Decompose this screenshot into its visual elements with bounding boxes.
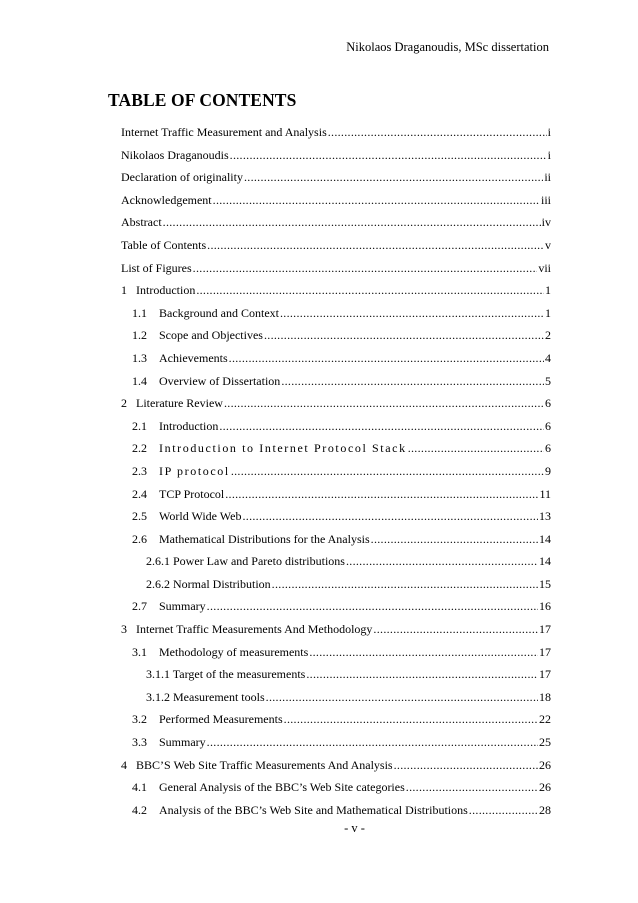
toc-entry-page: 25: [539, 735, 551, 750]
toc-entry[interactable]: [121, 238, 551, 261]
toc-entry-number: 3.1: [132, 644, 147, 659]
toc-entry[interactable]: [121, 758, 551, 781]
toc-entry[interactable]: [121, 396, 551, 419]
toc-entry-page: 6: [545, 396, 551, 411]
toc-entry[interactable]: [121, 193, 551, 216]
dot-leader: [163, 215, 541, 230]
toc-entry-title: Introduction to Internet Protocol Stack: [159, 441, 407, 456]
toc-entry-title: 2.6.2 Normal Distribution: [146, 576, 271, 591]
toc-entry-title: Mathematical Distributions for the Analysis: [159, 531, 370, 546]
dot-leader: [213, 193, 540, 208]
toc-entry-number: 2.5: [132, 509, 147, 524]
toc-entry-page: 11: [539, 486, 551, 501]
toc-entry-page: 9: [545, 463, 551, 478]
toc-entry[interactable]: [121, 667, 551, 690]
toc-entry-number: 2.4: [132, 486, 147, 501]
toc-entry-title: Performed Measurements: [159, 712, 283, 727]
toc-entry-title: IP protocol: [159, 463, 230, 478]
toc-entry[interactable]: [121, 487, 551, 510]
toc-entry-number: 2: [121, 396, 127, 411]
toc-entry-number: 1.2: [132, 328, 147, 343]
dot-leader: [394, 758, 538, 773]
toc-entry-number: 2.6: [132, 531, 147, 546]
dot-leader: [219, 419, 544, 434]
toc-entry-title: Declaration of originality: [121, 170, 243, 185]
toc-entry[interactable]: [121, 622, 551, 645]
dot-leader: [231, 464, 544, 479]
toc-entry[interactable]: [121, 532, 551, 555]
toc-entry-number: 2.1: [132, 418, 147, 433]
toc-entry-page: 6: [545, 441, 551, 456]
toc-entry-page: 17: [539, 644, 551, 659]
toc-entry-title: Abstract: [121, 215, 162, 230]
toc-entry-title: Methodology of measurements: [159, 644, 309, 659]
toc-entry-title: Table of Contents: [121, 237, 207, 252]
dot-leader: [225, 487, 538, 502]
toc-entry-title: Scope and Objectives: [159, 328, 263, 343]
toc-entry-page: 14: [539, 554, 551, 569]
table-of-contents: [121, 125, 551, 825]
toc-entry-title: World Wide Web: [159, 509, 242, 524]
dot-leader: [408, 441, 544, 456]
dot-leader: [207, 599, 538, 614]
toc-entry[interactable]: [121, 170, 551, 193]
toc-entry-number: 2.3: [132, 463, 147, 478]
dot-leader: [229, 351, 544, 366]
dot-leader: [328, 125, 547, 140]
toc-entry-title: Introduction: [136, 283, 196, 298]
toc-entry-title: Summary: [159, 599, 206, 614]
toc-entry-title: 3.1.1 Target of the measurements: [146, 667, 306, 682]
toc-entry-page: iv: [541, 215, 551, 230]
toc-entry[interactable]: [121, 148, 551, 171]
dot-leader: [280, 306, 544, 321]
toc-entry-title: BBC’S Web Site Traffic Measurements And Analysis: [136, 757, 393, 772]
dot-leader: [224, 396, 544, 411]
toc-entry-number: 1: [121, 283, 127, 298]
toc-entry-title: 2.6.1 Power Law and Pareto distributions: [146, 554, 345, 569]
toc-entry[interactable]: [121, 690, 551, 713]
toc-entry[interactable]: [121, 441, 551, 464]
page-number: - v -: [344, 821, 365, 835]
dot-leader: [309, 645, 538, 660]
toc-entry-page: 15: [539, 576, 551, 591]
dot-leader: [207, 238, 544, 253]
toc-entry[interactable]: [121, 351, 551, 374]
toc-entry-page: 18: [539, 689, 551, 704]
dot-leader: [266, 690, 538, 705]
toc-entry-page: 17: [539, 667, 551, 682]
toc-entry[interactable]: [121, 577, 551, 600]
toc-entry-title: Literature Review: [136, 396, 223, 411]
toc-entry-number: 2.7: [132, 599, 147, 614]
toc-entry[interactable]: [121, 374, 551, 397]
toc-entry-page: 1: [545, 305, 551, 320]
toc-entry[interactable]: [121, 645, 551, 668]
toc-entry-page: 26: [539, 780, 551, 795]
dot-leader: [373, 622, 538, 637]
dot-leader: [406, 780, 538, 795]
toc-entry-page: 26: [539, 757, 551, 772]
toc-entry-title: Introduction: [159, 418, 219, 433]
dot-leader: [284, 712, 538, 727]
toc-entry-page: 16: [539, 599, 551, 614]
toc-entry-page: 6: [545, 418, 551, 433]
toc-entry[interactable]: [121, 599, 551, 622]
toc-entry-number: 4: [121, 757, 127, 772]
toc-entry-page: 4: [545, 350, 551, 365]
toc-entry[interactable]: [121, 328, 551, 351]
dot-leader: [281, 374, 544, 389]
dot-leader: [196, 283, 544, 298]
page-title: TABLE OF CONTENTS: [108, 90, 297, 110]
toc-entry-number: 2.2: [132, 441, 147, 456]
dot-leader: [244, 170, 543, 185]
toc-entry-page: 5: [545, 373, 551, 388]
toc-entry-number: 4.1: [132, 780, 147, 795]
toc-entry-title: Internet Traffic Measurement and Analysis: [121, 125, 327, 139]
toc-entry-page: v: [545, 237, 551, 252]
toc-entry-title: List of Figures: [121, 260, 192, 275]
toc-entry-title: Analysis of the BBC’s Web Site and Mathematical Distributions: [159, 802, 468, 817]
toc-entry[interactable]: [121, 215, 551, 238]
toc-entry-number: 3.2: [132, 712, 147, 727]
dot-leader: [264, 328, 544, 343]
toc-entry-page: 28: [539, 802, 551, 817]
dot-leader: [242, 509, 538, 524]
toc-entry-page: 14: [539, 531, 551, 546]
toc-entry[interactable]: [121, 419, 551, 442]
toc-entry-page: i: [547, 125, 551, 139]
dot-leader: [193, 261, 538, 276]
toc-entry-number: 1.3: [132, 350, 147, 365]
toc-entry[interactable]: [121, 464, 551, 487]
toc-entry-title: TCP Protocol: [159, 486, 225, 501]
toc-entry-page: vii: [538, 260, 551, 275]
toc-entry-page: ii: [544, 170, 551, 185]
dot-leader: [230, 148, 547, 163]
toc-entry-page: 22: [539, 712, 551, 727]
toc-entry[interactable]: [121, 125, 551, 148]
dot-leader: [346, 554, 538, 569]
toc-entry-page: 17: [539, 622, 551, 637]
toc-entry-title: Summary: [159, 735, 206, 750]
toc-entry-title: General Analysis of the BBC’s Web Site categories: [159, 780, 405, 795]
toc-entry[interactable]: [121, 554, 551, 577]
toc-entry-page: 2: [545, 328, 551, 343]
dot-leader: [306, 667, 538, 682]
toc-entry[interactable]: [121, 712, 551, 735]
toc-entry[interactable]: [121, 780, 551, 803]
toc-entry[interactable]: [121, 283, 551, 306]
toc-entry-title: 3.1.2 Measurement tools: [146, 689, 265, 704]
dot-leader: [207, 735, 538, 750]
toc-entry-number: 3.3: [132, 735, 147, 750]
toc-entry-page: iii: [540, 192, 551, 207]
toc-entry-title: Nikolaos Draganoudis: [121, 147, 229, 162]
toc-entry-title: Overview of Dissertation: [159, 373, 281, 388]
toc-entry-title: Acknowledgement: [121, 192, 212, 207]
toc-entry-page: i: [547, 147, 551, 162]
toc-entry-number: 1.1: [132, 305, 147, 320]
dot-leader: [371, 532, 538, 547]
toc-entry-number: 1.4: [132, 373, 147, 388]
toc-entry-page: 1: [545, 283, 551, 298]
toc-entry[interactable]: [121, 735, 551, 758]
toc-entry[interactable]: [121, 306, 551, 329]
toc-entry-title: Achievements: [159, 350, 228, 365]
toc-entry-number: 4.2: [132, 802, 147, 817]
dot-leader: [272, 577, 538, 592]
dot-leader: [469, 803, 538, 818]
toc-entry[interactable]: [121, 509, 551, 532]
toc-entry[interactable]: [121, 261, 551, 284]
toc-entry-title: Internet Traffic Measurements And Methodology: [136, 622, 373, 637]
toc-entry-number: 3: [121, 622, 127, 637]
toc-entry-page: 13: [539, 509, 551, 524]
toc-entry-title: Background and Context: [159, 305, 279, 320]
running-header: Nikolaos Draganoudis, MSc dissertation: [346, 40, 549, 54]
